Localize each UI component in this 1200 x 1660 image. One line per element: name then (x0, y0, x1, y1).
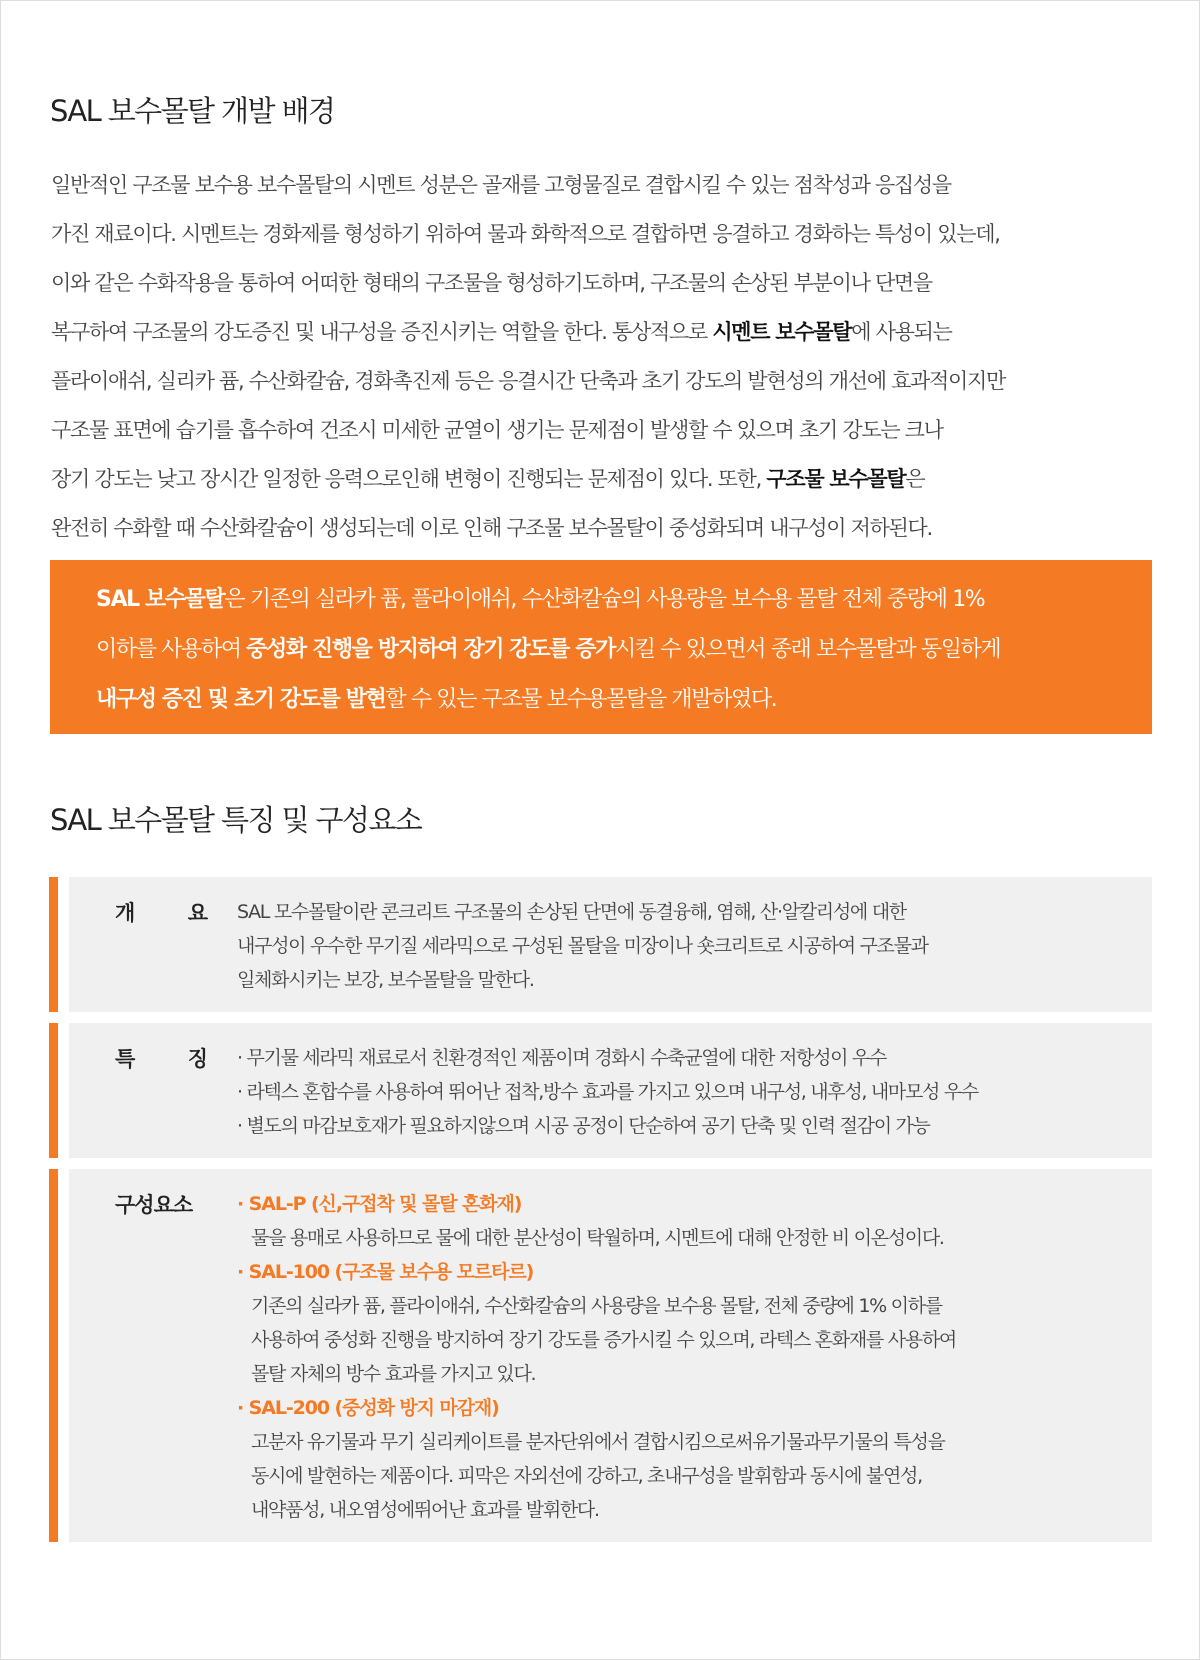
row-content (237, 895, 1132, 997)
component-heading: · SAL-100 (구조물 보수용 모르타르) (237, 1261, 534, 1283)
row-line: 사용하여 중성화 진행을 방지하여 장기 강도를 증가시킬 수 있으며, 라텍스 혼화재를 사용하여 (251, 1329, 956, 1351)
intro-paragraph (51, 161, 1171, 553)
row-line: 기존의 실라카 퓸, 플라이애쉬, 수산화칼슘의 사용량을 보수용 몰탈, 전체 중량에 1% 이하를 (251, 1295, 942, 1317)
feature-row (49, 1169, 1152, 1542)
paragraph-line (51, 504, 1171, 553)
text-segment: 이하를 사용하여 (96, 637, 247, 662)
paragraph-line (51, 357, 1171, 406)
section-title-background: SAL 보수몰탈 개발 배경 (50, 94, 335, 128)
bold-phrase: 구조물 보수몰탈 (766, 467, 906, 491)
row-content (237, 1041, 1132, 1143)
text-segment: 일반적인 구조물 보수용 보수몰탈의 시멘트 성분은 골재를 고형물질로 결합시킬 수 있는 점착성과 응집성을 (51, 173, 951, 197)
bold-phrase: 내구성 증진 및 초기 강도를 발현 (96, 687, 386, 712)
bold-phrase: 시멘트 보수몰탈 (712, 320, 852, 344)
row-line: 몰탈 자체의 방수 효과를 가지고 있다. (251, 1363, 536, 1385)
row-line: 고분자 유기물과 무기 실리케이트를 분자단위에서 결합시킴으로써유기물과무기물의 특성을 (251, 1431, 945, 1453)
feature-row (49, 1023, 1152, 1158)
text-segment: 에 사용되는 (851, 320, 952, 344)
bold-phrase: SAL 보수몰탈 (96, 587, 225, 612)
row-line: SAL 모수몰탈이란 콘크리트 구조물의 손상된 단면에 동결융해, 염해, 산·알칼리성에 대한 (237, 901, 906, 923)
row-label (115, 1043, 207, 1073)
text-segment: 플라이애쉬, 실리카 퓸, 수산화칼슘, 경화촉진제 등은 응결시간 단축과 초기 강도의 발현성의 개선에 효과적이지만 (51, 369, 1005, 393)
text-segment: 완전히 수화할 때 수산화칼슘이 생성되는데 이로 인해 구조물 보수몰탈이 중성화되며 내구성이 저하된다. (51, 516, 932, 540)
row-panel (69, 1023, 1152, 1158)
row-line: · 무기물 세라믹 재료로서 친환경적인 제품이며 경화시 수축균열에 대한 저항성이 우수 (237, 1047, 887, 1069)
row-panel (69, 877, 1152, 1012)
accent-bar (49, 1169, 58, 1542)
row-line: · 별도의 마감보호재가 필요하지않으며 시공 공정이 단순하여 공기 단축 및 인력 절감이 가능 (237, 1115, 930, 1137)
row-line: 물을 용매로 사용하므로 물에 대한 분산성이 탁월하며, 시멘트에 대해 안정한 비 이온성이다. (251, 1227, 944, 1249)
highlight-box (50, 560, 1152, 734)
feature-row (49, 877, 1152, 1012)
row-label-text: 특 (115, 1047, 135, 1071)
text-segment: 구조물 표면에 습기를 흡수하여 건조시 미세한 균열이 생기는 문제점이 발생할 수 있으며 초기 강도는 크나 (51, 418, 943, 442)
row-line: 내구성이 우수한 무기질 세라믹으로 구성된 몰탈을 미장이나 숏크리트로 시공하여 구조물과 (237, 935, 928, 957)
row-label (115, 1189, 207, 1219)
text-segment: 이와 같은 수화작용을 통하여 어떠한 형태의 구조물을 형성하기도하며, 구조물의 손상된 부분이나 단면을 (51, 271, 932, 295)
highlight-line (96, 625, 1152, 675)
section-title-features: SAL 보수몰탈 특징 및 구성요소 (50, 803, 422, 837)
component-heading: · SAL-200 (중성화 방지 마감재) (237, 1397, 499, 1419)
paragraph-line (51, 259, 1171, 308)
row-line: 일체화시키는 보강, 보수몰탈을 말한다. (237, 969, 534, 991)
text-segment: 복구하여 구조물의 강도증진 및 내구성을 증진시키는 역할을 한다. 통상적으로 (51, 320, 713, 344)
row-label-text: 징 (187, 1047, 207, 1071)
feature-rows (49, 877, 1152, 1553)
paragraph-line (51, 455, 1171, 504)
row-line: 내약품성, 내오염성에뛰어난 효과를 발휘한다. (251, 1499, 599, 1521)
row-label-text: 요 (187, 901, 207, 925)
row-label-text: 개 (115, 901, 135, 925)
accent-bar (49, 877, 58, 1012)
paragraph-line (51, 161, 1171, 210)
component-heading: · SAL-P (신,구접착 및 몰탈 혼화재) (237, 1193, 522, 1215)
paragraph-line (51, 406, 1171, 455)
text-segment: 은 기존의 실라카 퓸, 플라이애쉬, 수산화칼슘의 사용량을 보수용 몰탈 전체 중량에 1% (224, 587, 985, 612)
text-segment: 가진 재료이다. 시멘트는 경화제를 형성하기 위하여 물과 화학적으로 결합하면 응결하고 경화하는 특성이 있는데, (51, 222, 1000, 246)
text-segment: 할 수 있는 구조물 보수용몰탈을 개발하였다. (385, 687, 777, 712)
highlight-line (96, 575, 1152, 625)
row-line: 동시에 발현하는 제품이다. 피막은 자외선에 강하고, 초내구성을 발휘함과 동시에 불연성, (251, 1465, 922, 1487)
highlight-line (96, 675, 1152, 725)
text-segment: 은 (905, 467, 925, 491)
text-segment: 장기 강도는 낮고 장시간 일정한 응력으로인해 변형이 진행되는 문제점이 있다. 또한, (51, 467, 767, 491)
row-line: · 라텍스 혼합수를 사용하여 뛰어난 접착,방수 효과를 가지고 있으며 내구성, 내후성, 내마모성 우수 (237, 1081, 978, 1103)
row-content (237, 1187, 1132, 1527)
row-panel (69, 1169, 1152, 1542)
paragraph-line (51, 210, 1171, 259)
bold-phrase: 중성화 진행을 방지하여 장기 강도를 증가 (246, 637, 615, 662)
paragraph-line (51, 308, 1171, 357)
accent-bar (49, 1023, 58, 1158)
text-segment: 시킬 수 있으면서 종래 보수몰탈과 동일하게 (614, 637, 1001, 662)
row-label (115, 897, 207, 927)
row-label-text: 구성요소 (115, 1193, 193, 1217)
